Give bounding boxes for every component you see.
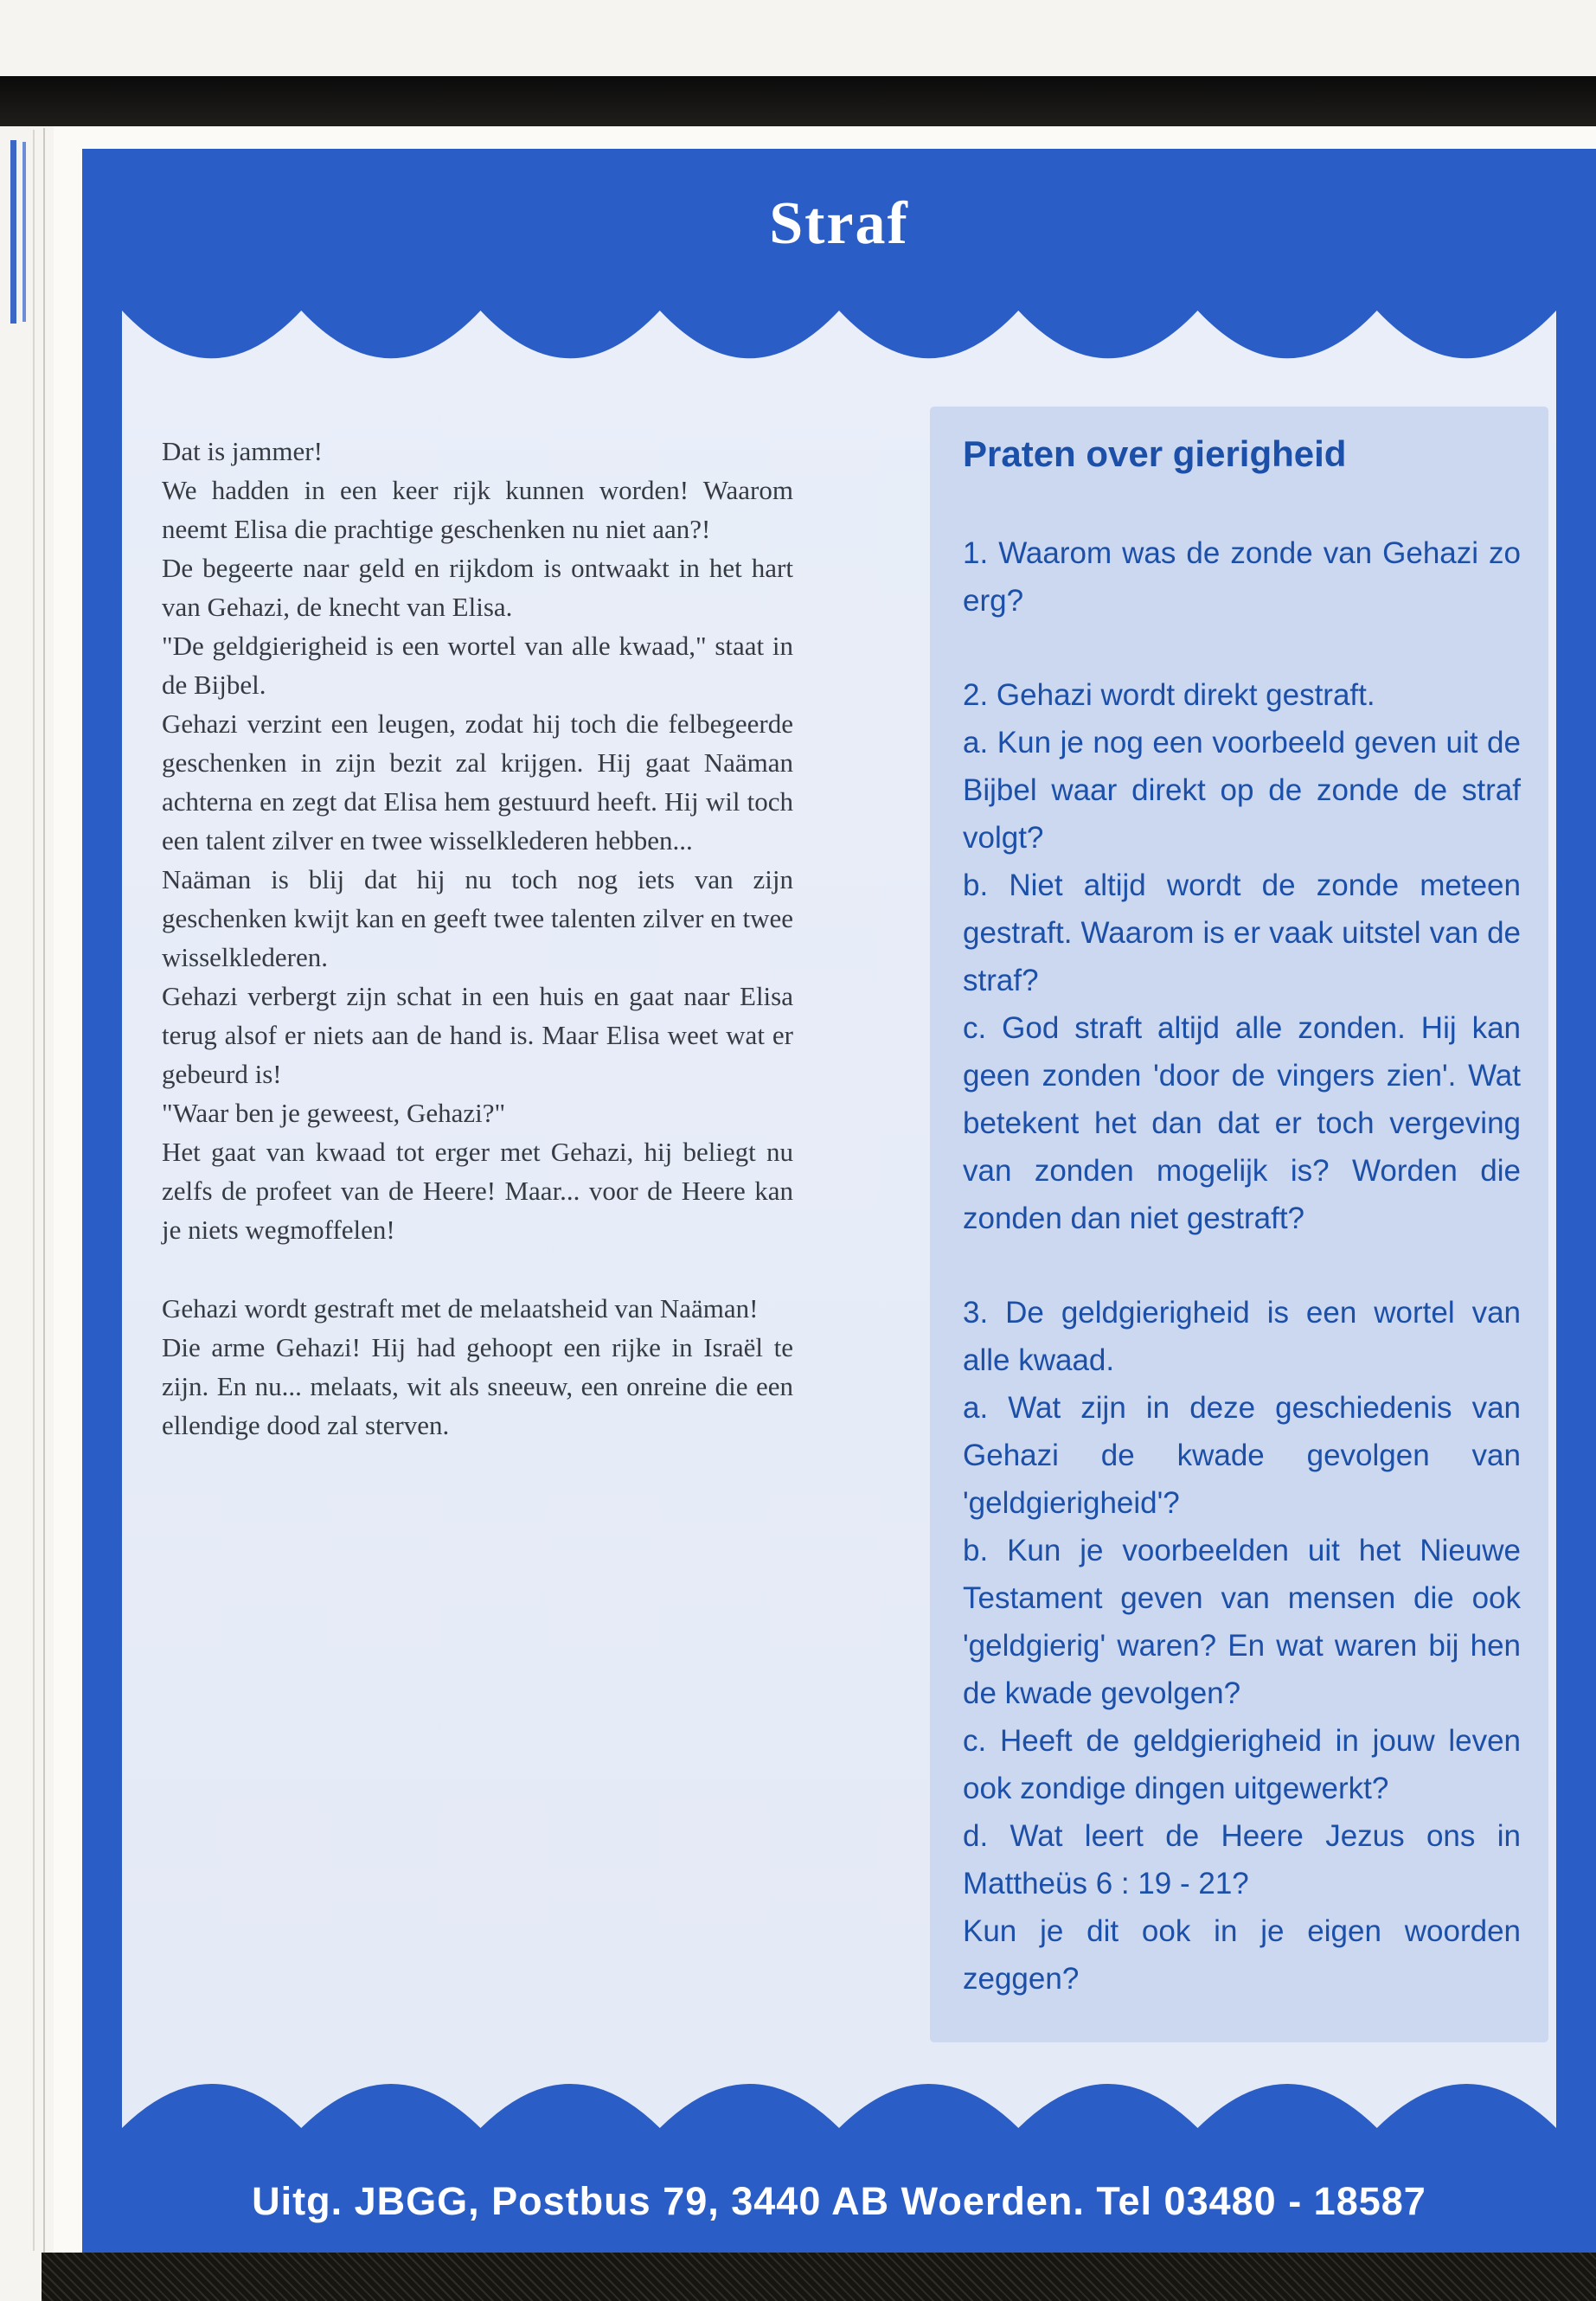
book-spine-top [0, 76, 1596, 126]
underlying-page-blue-edge [22, 142, 26, 322]
question-line: 1. Waarom was de zonde van Gehazi zo erg? [963, 536, 1521, 618]
publisher-footer-text: Uitg. JBGG, Postbus 79, 3440 AB Woerden. Tel 03480 - 18587 [252, 2179, 1426, 2223]
question-line: 3. De geldgierigheid is een wortel van alle kwaad. [963, 1296, 1521, 1377]
question-line: Kun je dit ook in je eigen woorden zeggen? [963, 1914, 1521, 1996]
question-line: b. Kun je voorbeelden uit het Nieuwe Testament geven van mensen die ook 'geldgierig' waren? En wat waren bij hen de kwade gevolgen? [963, 1534, 1521, 1710]
body-paragraph: Gehazi verzint een leugen, zodat hij toch die felbegeerde geschenken in zijn bezit zal krijgen. Hij gaat Naäman achterna en zegt dat Elisa hem gestuurd heeft. Hij wil toch een talent zilver en twee wisselklederen hebben... [162, 708, 793, 856]
question-line: c. Heeft de geldgierigheid in jouw leven ook zondige dingen uitgewerkt? [963, 1724, 1521, 1805]
page-edge-line [43, 128, 45, 2253]
title-band [82, 149, 1596, 299]
body-paragraph: Dat is jammer! [162, 436, 323, 466]
body-paragraph: "Waar ben je geweest, Gehazi?" [162, 1098, 506, 1128]
frame-right-band [1556, 299, 1596, 2138]
underlying-page-blue-edge [10, 140, 16, 324]
question-group [963, 671, 1521, 1242]
content-area [122, 367, 1556, 2076]
question-group [963, 1289, 1521, 2003]
scallop-wave-top-decoration [122, 299, 1556, 367]
question-line: b. Niet altijd wordt de zonde meteen gestraft. Waarom is er vaak uitstel van de straf? [963, 868, 1521, 997]
blue-frame [82, 149, 1596, 2253]
question-line: d. Wat leert de Heere Jezus ons in Mattheüs 6 : 19 - 21? [963, 1819, 1521, 1900]
question-line: c. God straft altijd alle zonden. Hij kan geen zonden 'door de vingers zien'. Wat betekent het dan dat er toch vergeving van zonden mogelijk is? Worden die zonden dan niet gestraft? [963, 1011, 1521, 1235]
body-paragraph: Naäman is blij dat hij nu toch nog iets van zijn geschenken kwijt kan en geeft twee talenten zilver en twee wisselklederen. [162, 864, 793, 972]
narrative-column [162, 432, 793, 1445]
question-box-title: Praten over gierigheid [963, 433, 1347, 474]
body-paragraph: Die arme Gehazi! Hij had gehoopt een rijke in Israël te zijn. En nu... melaats, wit als sneeuw, een onreine die een ellendige dood zal sterven. [162, 1332, 793, 1440]
footer-band [82, 2138, 1596, 2253]
page-edge-line [33, 130, 35, 2251]
question-line: a. Wat zijn in deze geschiedenis van Gehazi de kwade gevolgen van 'geldgierigheid'? [963, 1391, 1521, 1520]
body-paragraph: Gehazi wordt gestraft met de melaatsheid van Naäman! [162, 1293, 759, 1324]
frame-left-band [82, 299, 122, 2138]
body-paragraph: Het gaat van kwaad tot erger met Gehazi, hij beliegt nu zelfs de profeet van de Heere! Maar... voor de Heere kan je niets wegmoffelen! [162, 1137, 793, 1245]
question-line: 2. Gehazi wordt direkt gestraft. [963, 678, 1375, 712]
body-paragraph: We hadden in een keer rijk kunnen worden! Waarom neemt Elisa die prachtige geschenken nu niet aan?! [162, 475, 793, 544]
body-paragraph: Gehazi verbergt zijn schat in een huis en gaat naar Elisa terug alsof er niets aan de hand is. Maar Elisa weet wat er gebeurd is! [162, 981, 793, 1089]
inner-area [122, 299, 1556, 2138]
question-group [963, 529, 1521, 625]
page-title: Straf [769, 190, 909, 257]
question-box [930, 407, 1548, 2042]
book-spine-bottom [42, 2253, 1596, 2301]
question-line: a. Kun je nog een voorbeeld geven uit de Bijbel waar direkt op de zonde de straf volgt? [963, 726, 1521, 855]
frame-middle [82, 299, 1596, 2138]
scallop-wave-bottom-decoration [122, 2076, 1556, 2138]
body-paragraph: "De geldgierigheid is een wortel van alle kwaad," staat in de Bijbel. [162, 631, 793, 700]
body-paragraph: De begeerte naar geld en rijkdom is ontwaakt in het hart van Gehazi, de knecht van Elisa. [162, 553, 793, 622]
